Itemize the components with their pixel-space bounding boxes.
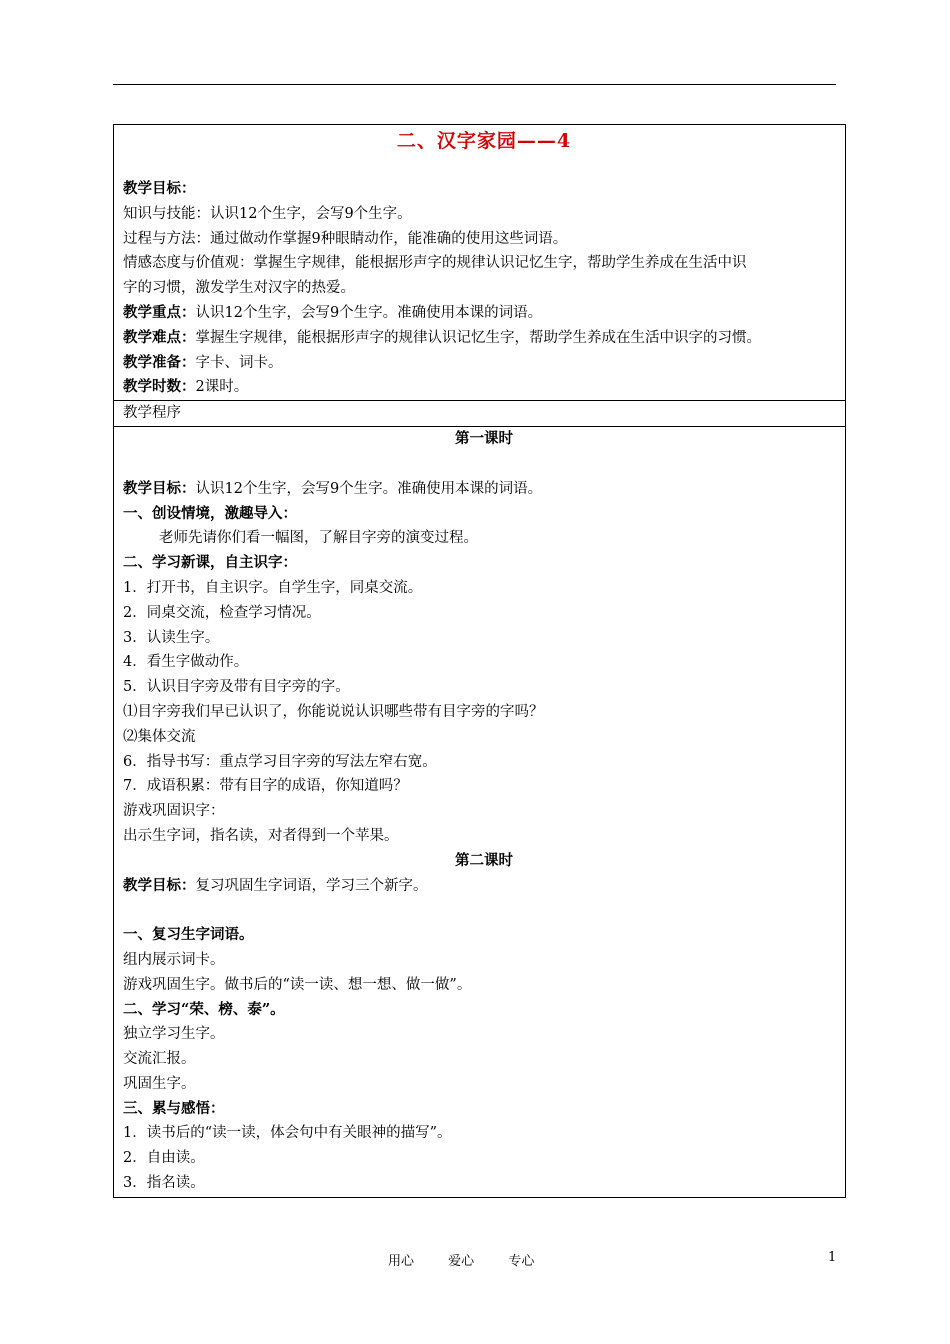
difficulty xyxy=(123,326,845,351)
list-item: 1．读书后的“读一读，体会句中有关眼神的描写”。 xyxy=(123,1125,452,1142)
list-item: 5．认识目字旁及带有目字旁的字。 xyxy=(123,679,350,696)
objective-knowledge: 知识与技能：认识12个生字，会写9个生字。 xyxy=(123,205,412,222)
preparation-label: 教学准备： xyxy=(123,353,196,371)
hours-text: 2课时。 xyxy=(195,379,249,396)
objectives-heading: 教学目标： xyxy=(123,180,196,197)
key-points-label: 教学重点： xyxy=(123,303,196,321)
header-rule xyxy=(113,84,836,85)
key-points xyxy=(123,301,845,326)
lesson1-section2-heading: 二、学习新课，自主识字： xyxy=(123,554,297,572)
lesson1-goal-text: 认识12个生字，会写9个生字。准确使用本课的词语。 xyxy=(195,480,543,497)
lesson1-section1-text: 老师先请你们看一幅图，了解目字旁的演变过程。 xyxy=(159,530,478,547)
key-points-text: 认识12个生字，会写9个生字。准确使用本课的词语。 xyxy=(195,304,543,321)
objective-emotion-line2: 字的习惯，激发学生对汉字的热爱。 xyxy=(123,280,355,297)
difficulty-label: 教学难点： xyxy=(123,328,196,346)
page-title: 二、汉字家园——4 xyxy=(396,130,572,152)
footer-motto-2: 爱心 xyxy=(448,1254,475,1269)
procedure-label: 教学程序 xyxy=(123,405,181,422)
lesson2-section1-heading: 一、复习生字词语。 xyxy=(123,926,254,944)
list-item: 2．自由读。 xyxy=(123,1150,205,1167)
list-item: 出示生字词，指名读，对者得到一个苹果。 xyxy=(123,827,399,844)
objective-process: 过程与方法：通过做动作掌握9种眼睛动作，能准确的使用这些词语。 xyxy=(123,230,568,247)
hours-label: 教学时数： xyxy=(123,378,196,396)
list-item: ⑴目字旁我们早已认识了，你能说说认识哪些带有目字旁的字吗？ xyxy=(123,703,544,720)
list-item: 独立学习生字。 xyxy=(123,1026,225,1043)
lesson2-section3-heading: 三、累与感悟： xyxy=(123,1099,225,1117)
objective-emotion-line1: 情感态度与价值观：掌握生字规律，能根据形声字的规律认识记忆生字，帮助学生养成在生活中识 xyxy=(123,255,747,272)
lesson1-goal-label: 教学目标： xyxy=(123,479,196,497)
list-item: 交流汇报。 xyxy=(123,1051,196,1068)
lesson2-goal xyxy=(123,874,845,899)
list-item: 巩固生字。 xyxy=(123,1075,196,1092)
lesson-plan-table xyxy=(113,124,846,1198)
list-item: 6．指导书写：重点学习目字旁的写法左窄右宽。 xyxy=(123,753,437,770)
list-item: 7．成语积累：带有目字的成语，你知道吗？ xyxy=(123,778,408,795)
list-item: 3．认读生字。 xyxy=(123,629,220,646)
lesson2-heading: 第二课时 xyxy=(455,851,513,869)
lesson2-goal-text: 复习巩固生字词语，学习三个新字。 xyxy=(195,877,428,894)
footer-motto-3: 专心 xyxy=(508,1254,535,1269)
list-item: 2．同桌交流，检查学习情况。 xyxy=(123,604,321,621)
preparation-text: 字卡、词卡。 xyxy=(195,354,283,371)
list-item: 4．看生字做动作。 xyxy=(123,654,249,671)
lesson2-section2-heading: 二、学习“荣、榜、泰”。 xyxy=(123,1000,285,1018)
lesson2-goal-label: 教学目标： xyxy=(123,876,196,894)
footer-motto-1: 用心 xyxy=(388,1254,415,1269)
list-item: 组内展示词卡。 xyxy=(123,951,225,968)
procedure-label-cell xyxy=(114,401,846,427)
list-item: 游戏巩固生字。做书后的“读一读、想一想、做一做”。 xyxy=(123,976,472,993)
list-item: ⑵集体交流 xyxy=(123,728,196,745)
page-number: 1 xyxy=(828,1250,837,1265)
footer-motto xyxy=(388,1250,564,1269)
lesson1-goal xyxy=(123,477,845,502)
lesson1-heading: 第一课时 xyxy=(455,430,513,448)
overview-cell xyxy=(114,125,846,401)
preparation xyxy=(123,351,845,376)
list-item: 3．指名读。 xyxy=(123,1175,205,1192)
procedure-cell xyxy=(114,427,846,1198)
difficulty-text: 掌握生字规律，能根据形声字的规律认识记忆生字，帮助学生养成在生活中识字的习惯。 xyxy=(195,329,761,346)
hours xyxy=(123,375,845,400)
list-item: 游戏巩固识字： xyxy=(123,803,225,820)
list-item: 1．打开书，自主识字。自学生字，同桌交流。 xyxy=(123,579,423,596)
lesson1-section1-heading: 一、创设情境，激趣导入： xyxy=(123,504,297,522)
